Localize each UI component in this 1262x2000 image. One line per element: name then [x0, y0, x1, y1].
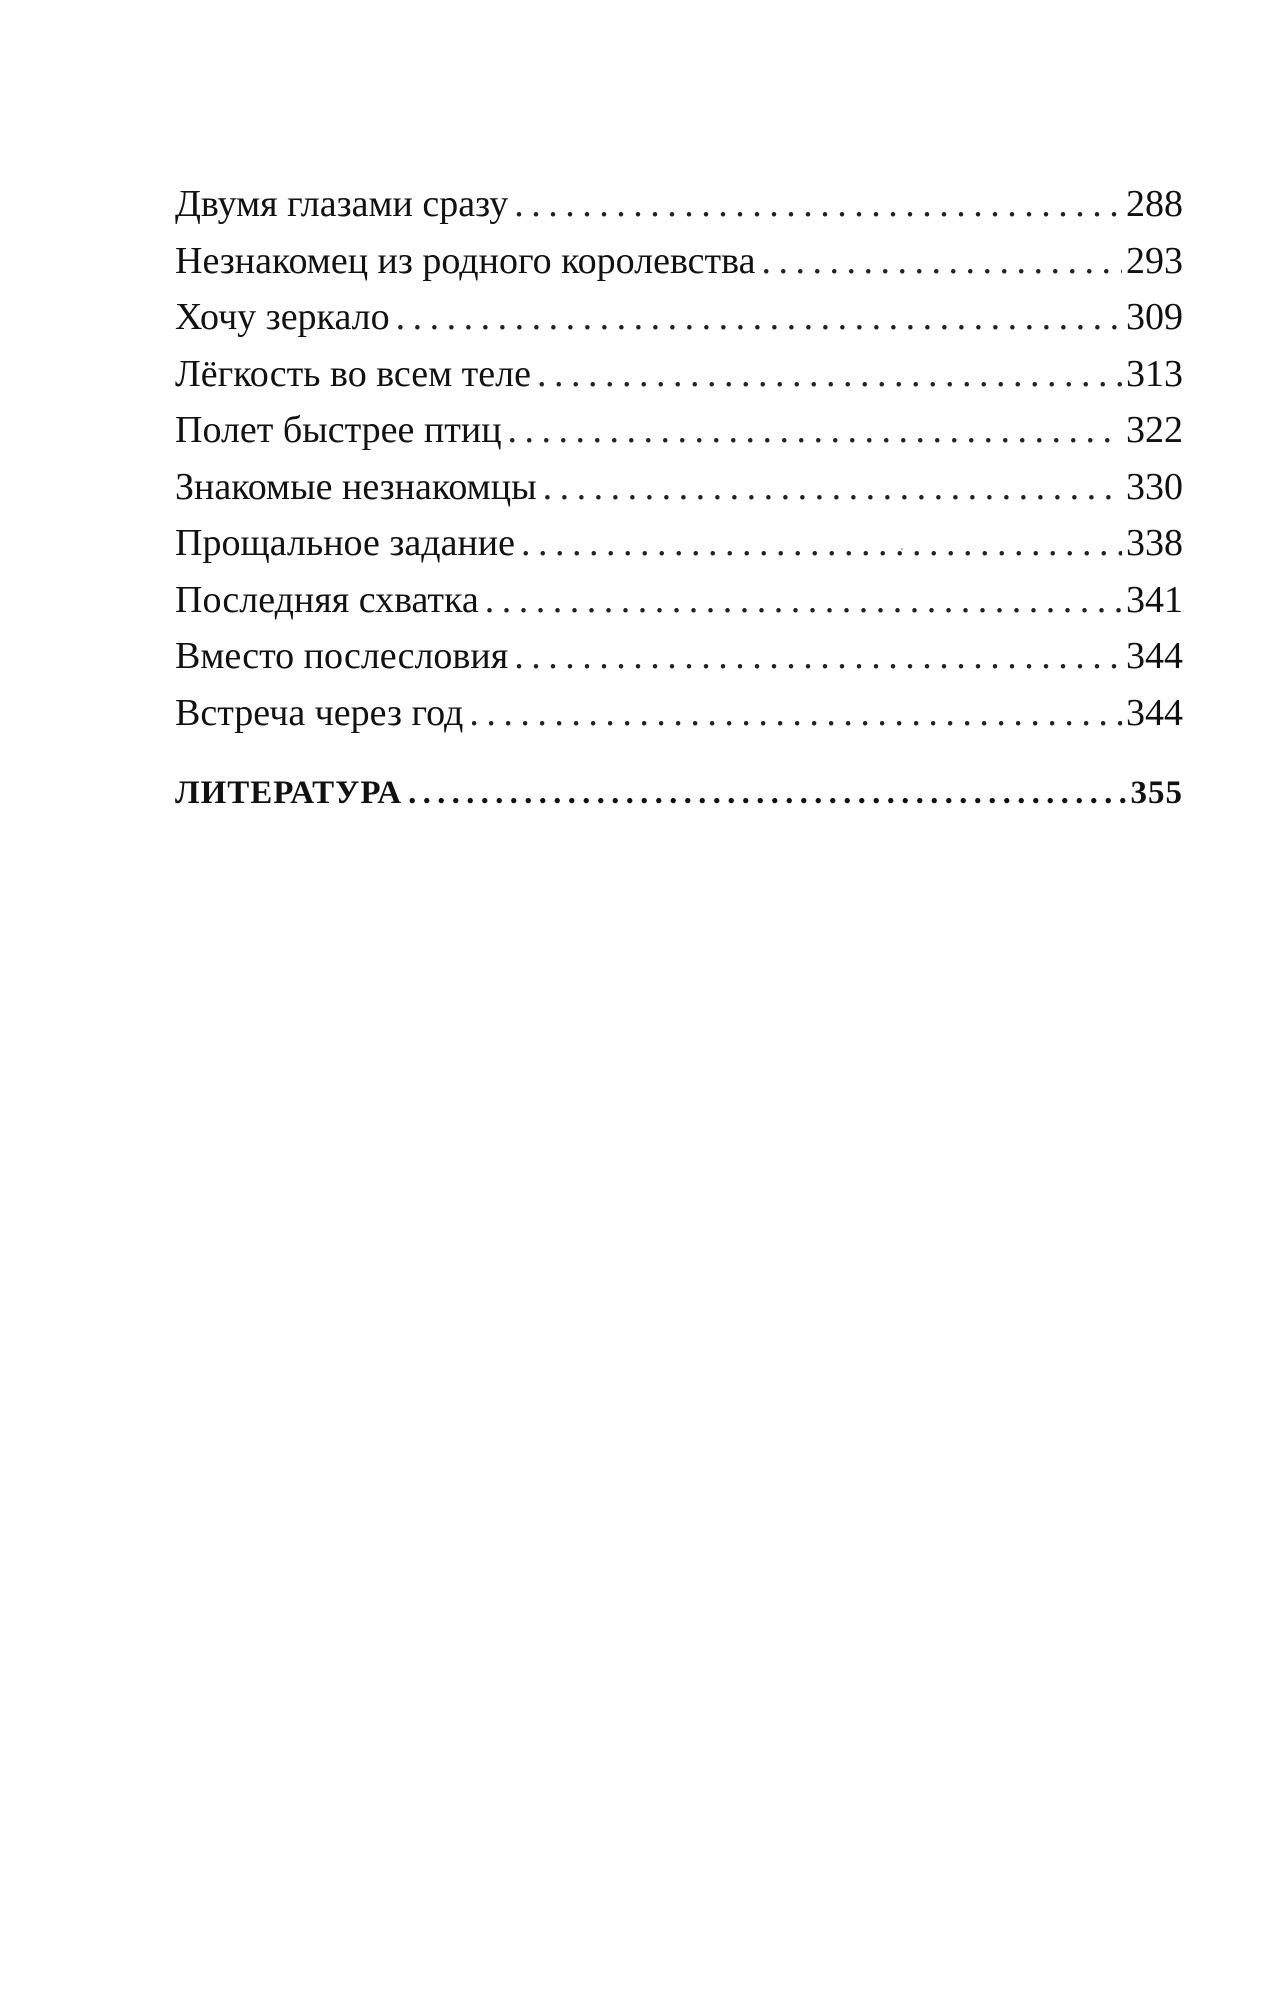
- dot-leader: [485, 572, 1122, 629]
- table-of-contents: [175, 176, 1183, 822]
- toc-entry-title: Знакомые незнакомцы: [175, 465, 537, 508]
- dot-leader: [514, 628, 1122, 685]
- dot-leader: [396, 289, 1122, 346]
- section-gap: [175, 741, 1183, 765]
- toc-entry-page: 338: [1126, 522, 1183, 564]
- toc-section-literature: [175, 765, 1183, 822]
- toc-entry-page: 344: [1126, 691, 1183, 734]
- dot-leader: [408, 765, 1126, 822]
- toc-entry-page: 288: [1126, 183, 1183, 225]
- toc-entry-page: 330: [1126, 465, 1183, 508]
- toc-entry: [175, 515, 1183, 572]
- toc-entry-title: Хочу зеркало: [175, 296, 390, 338]
- dot-leader: [508, 402, 1122, 459]
- toc-entry: [175, 628, 1183, 685]
- toc-entry: [175, 289, 1183, 346]
- toc-section-page: 355: [1130, 775, 1183, 811]
- toc-entry-title: Двумя глазами сразу: [175, 183, 509, 225]
- toc-entry-page: 344: [1126, 635, 1183, 677]
- print-speck: [901, 548, 903, 550]
- toc-entry-title: Последняя схватка: [175, 578, 479, 621]
- toc-entry: [175, 572, 1183, 629]
- toc-entry: [175, 685, 1183, 742]
- toc-entry-page: 322: [1126, 409, 1183, 451]
- toc-entry-title: Встреча через год: [175, 691, 464, 734]
- toc-entry-title: Незнакомец из родного королевства: [175, 239, 756, 282]
- toc-entry-title: Лёгкость во всем теле: [175, 352, 531, 395]
- dot-leader: [537, 346, 1122, 403]
- dot-leader: [514, 176, 1122, 233]
- toc-entry-page: 341: [1126, 578, 1183, 621]
- toc-entry: [175, 346, 1183, 403]
- toc-entry-title: Вместо послесловия: [175, 635, 509, 677]
- dot-leader: [543, 459, 1122, 516]
- toc-section-title: ЛИТЕРАТУРА: [175, 775, 403, 811]
- toc-entry: [175, 459, 1183, 516]
- toc-entry-page: 309: [1126, 296, 1183, 338]
- toc-entry-title: Прощальное задание: [175, 522, 515, 564]
- toc-entry: [175, 176, 1183, 233]
- dot-leader: [469, 685, 1122, 742]
- toc-entry-page: 313: [1126, 352, 1183, 395]
- toc-entry: [175, 402, 1183, 459]
- dot-leader: [521, 515, 1122, 572]
- toc-entry-title: Полет быстрее птиц: [175, 409, 502, 451]
- toc-entry: [175, 233, 1183, 290]
- dot-leader: [761, 233, 1122, 290]
- toc-entry-page: 293: [1126, 239, 1183, 282]
